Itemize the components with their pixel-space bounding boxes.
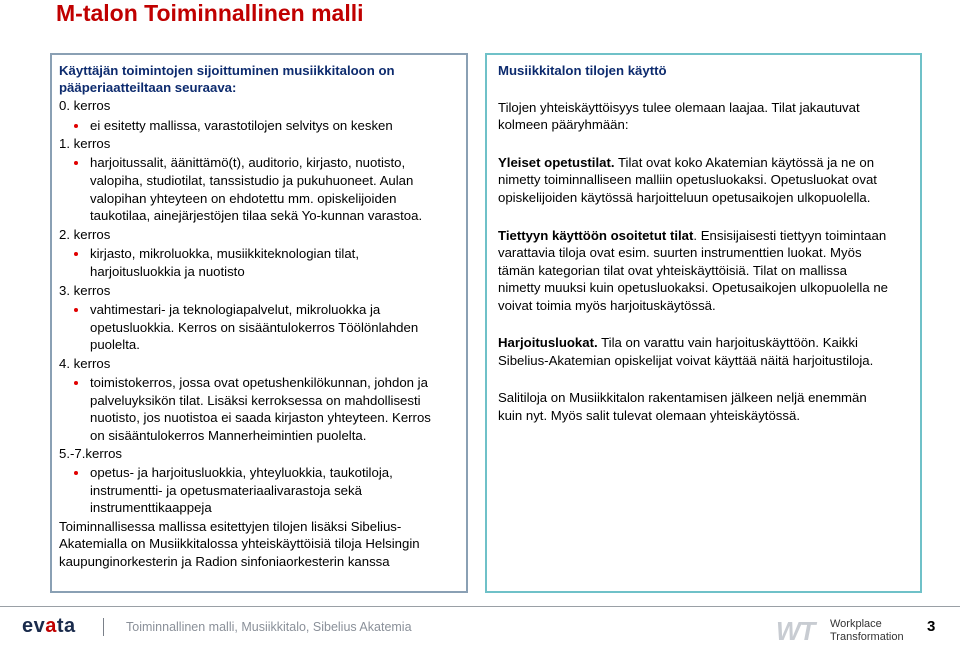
group-1-text: Tilat ovat koko Akatemian käytössä ja ne on — [614, 155, 875, 170]
floor-4-desc-2: palveluyksikön tilat. Lisäksi kerroksessa on mahdollisesti — [90, 393, 421, 408]
group-3-text: Tila on varattu vain harjoituskäyttöön. Kaikki — [597, 335, 858, 350]
shared-spaces-line-2: Akatemialla on Musiikkitalossa yhteiskäyttöisiä tiloja Helsingin — [59, 536, 420, 551]
bullet-dot — [74, 124, 78, 128]
group-2-line-1 — [498, 227, 886, 245]
group-1-line-2: nimetty toiminnalliseen malliin opetusluokaksi. Opetusluokat ovat — [498, 172, 877, 187]
floor-3-desc-1: vahtimestari- ja teknologiapalvelut, mikroluokka ja — [90, 302, 381, 317]
floor-4-desc-4: on sisääntulokerros Mannerheimintien puolelta. — [90, 428, 367, 443]
group-1-title: Yleiset opetustilat. — [498, 155, 615, 170]
floor-4-desc-1: toimistokerros, jossa ovat opetushenkilökunnan, johdon ja — [90, 375, 428, 390]
group-1-line-1 — [498, 154, 874, 172]
footer — [0, 612, 960, 649]
evata-logo: evata — [22, 615, 76, 637]
floor-4-label: 4. kerros — [59, 356, 111, 371]
bullet-dot — [74, 471, 78, 475]
group-3-title: Harjoitusluokat. — [498, 335, 598, 350]
bullet-dot — [74, 161, 78, 165]
floor-5-7-desc-3: instrumenttikaappeja — [90, 500, 212, 515]
floor-5-7-desc-1: opetus- ja harjoitusluokkia, yhteyluokkia, taukotiloja, — [90, 465, 393, 480]
intro-line-2: kolmeen pääryhmään: — [498, 117, 629, 132]
bullet-dot — [74, 252, 78, 256]
floor-3-desc-3: puolelta. — [90, 337, 140, 352]
floor-4-desc-3: nuotisto, jos nuotistoa ei saada kirjaston yhteyteen. Kerros — [90, 410, 431, 425]
floor-5-7-label: 5.-7.kerros — [59, 446, 123, 461]
floor-2-label: 2. kerros — [59, 227, 111, 242]
halls-line-1: Salitiloja on Musiikkitalon rakentamisen jälkeen neljä enemmän — [498, 390, 867, 405]
group-2-line-3: tämän kategorian tilat ovat yhteiskäyttöisiä. Tilat on mallissa — [498, 263, 847, 278]
group-3-line-2: Sibelius-Akatemian opiskelijat voivat käyttää näitä harjoitustiloja. — [498, 353, 874, 368]
bullet-dot — [74, 308, 78, 312]
page-title: M-talon Toiminnallinen malli — [56, 0, 364, 26]
floor-1-desc-3: valopihan yhteyteen on ehdotettu mm. opiskelijoiden — [90, 191, 397, 206]
group-2-line-2: varattavia tiloja ovat esim. suurten instrumenttien luokat. Myös — [498, 245, 862, 260]
floor-2-desc-1: kirjasto, mikroluokka, musiikkiteknologian tilat, — [90, 246, 359, 261]
group-3-line-1 — [498, 334, 858, 352]
floor-1-desc-2: valopiha, studiotilat, tanssistudio ja pukuhuoneet. Aulan — [90, 173, 414, 188]
floor-0-desc: ei esitetty mallissa, varastotilojen selvitys on kesken — [90, 118, 393, 133]
group-2-title: Tiettyyn käyttöön osoitetut tilat — [498, 228, 694, 243]
left-heading-line-2: pääperiaatteiltaan seuraava: — [59, 80, 237, 95]
wt-logo: WT — [776, 616, 815, 646]
floor-1-desc-1: harjoitussalit, äänittämö(t), auditorio, kirjasto, nuotisto, — [90, 155, 406, 170]
bullet-dot — [74, 381, 78, 385]
floor-1-desc-4: taukotilaa, ainejärjestöjen tilaa sekä Yo-kunnan varastoa. — [90, 208, 423, 223]
floor-3-desc-2: opetusluokkia. Kerros on sisääntulokerros Töölönlahden — [90, 320, 419, 335]
footer-caption: Toiminnallinen malli, Musiikkitalo, Sibelius Akatemia — [126, 620, 412, 634]
page-number: 3 — [927, 618, 936, 635]
group-1-line-3: opiskelijoiden käytössä harjoitteluun opetusaikojen ulkopuolella. — [498, 190, 871, 205]
footer-separator — [103, 618, 104, 636]
floor-2-desc-2: harjoitusluokkia ja nuotisto — [90, 264, 245, 279]
floor-0-label: 0. kerros — [59, 98, 111, 113]
right-heading: Musiikkitalon tilojen käyttö — [498, 63, 667, 78]
floor-1-label: 1. kerros — [59, 136, 111, 151]
group-2-line-4: nimetty muuksi kuin opetusluokaksi. Opetusaikojen ulkopuolella ne — [498, 280, 888, 295]
group-2-line-5: voivat toimia myös harjoituskäytössä. — [498, 298, 716, 313]
left-panel — [50, 53, 468, 593]
group-2-text: . Ensisijaisesti tiettyyn toimintaan — [693, 228, 887, 243]
halls-line-2: kuin nyt. Myös salit tulevat olemaan yhteiskäytössä. — [498, 408, 800, 423]
floor-5-7-desc-2: instrumentti- ja opetusmateriaalivarastoja sekä — [90, 483, 362, 498]
floor-3-label: 3. kerros — [59, 283, 111, 298]
shared-spaces-line-3: kaupunginorkesterin ja Radion sinfoniaorkesterin kanssa — [59, 554, 390, 569]
intro-line-1: Tilojen yhteiskäyttöisyys tulee olemaan laajaa. Tilat jakautuvat — [498, 100, 860, 115]
footer-divider — [0, 606, 960, 607]
left-heading-line-1: Käyttäjän toimintojen sijoittuminen musiikkitaloon on — [59, 63, 395, 78]
wt-logo-text: Workplace Transformation — [830, 618, 904, 643]
right-panel — [485, 53, 922, 593]
shared-spaces-line-1: Toiminnallisessa mallissa esitettyjen tilojen lisäksi Sibelius- — [59, 519, 402, 534]
